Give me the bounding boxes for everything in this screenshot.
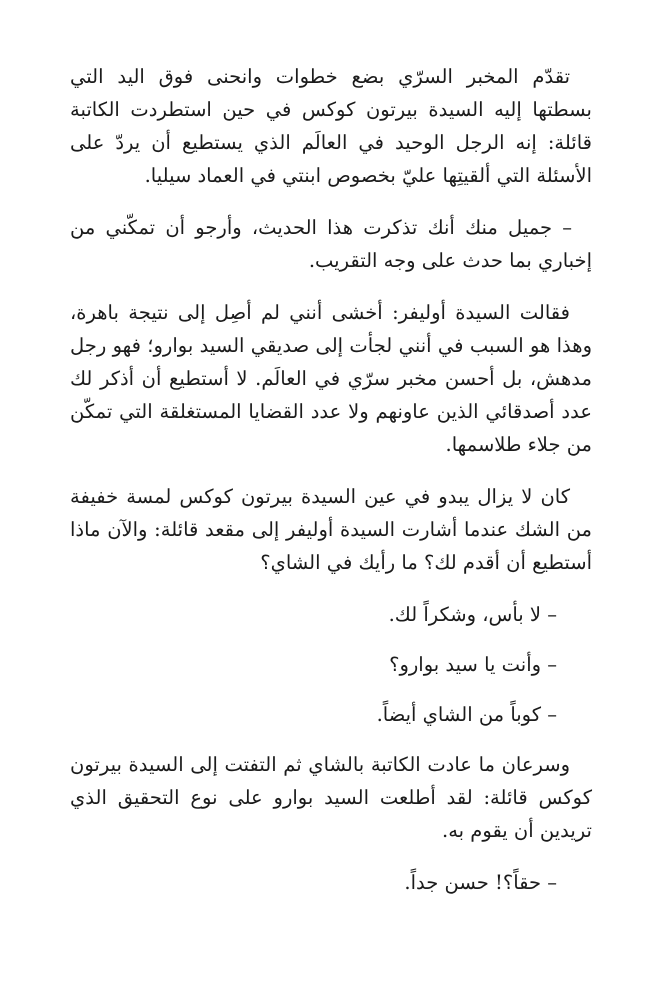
book-page xyxy=(70,60,592,916)
dialog-line: – لا بأس، وشكراً لك. xyxy=(388,603,557,626)
dialog-line: – حقاً؟! حسن جداً. xyxy=(404,871,557,894)
dialog-line: – جميل منك أنك تذكرت هذا الحديث، وأرجو أن تمكّني من إخباري بما حدث على وجه التقريب. xyxy=(70,216,592,272)
paragraph: فقالت السيدة أوليفر: أخشى أنني لم أصِل إلى نتيجة باهرة، وهذا هو السبب في أنني لجأت إلى صديقي السيد بوارو؛ فهو رجل مدهش، بل أحسن مخبر سرّي في العالَم. لا أستطيع أن أذكر لك عدد أصدقائي الذين عاونهم ولا عدد القضايا المستغلقة التي تمكّن من جلاء طلاسمها. xyxy=(70,301,592,456)
paragraph: تقدّم المخبر السرّي بضع خطوات وانحنى فوق اليد التي بسطتها إليه السيدة بيرتون كوكس في حين استطردت الكاتبة قائلة: إنه الرجل الوحيد في العالَم الذي يستطيع أن يردّ على الأسئلة التي ألقيتِها عليّ بخصوص ابنتي في العماد سيليا. xyxy=(70,65,592,187)
dialog-line: – وأنت يا سيد بوارو؟ xyxy=(389,653,557,676)
paragraph: كان لا يزال يبدو في عين السيدة بيرتون كوكس لمسة خفيفة من الشك عندما أشارت السيدة أوليفر إلى مقعد قائلة: والآن ماذا أستطيع أن أقدم لك؟ ما رأيك في الشاي؟ xyxy=(70,485,592,574)
dialog-line: – كوباً من الشاي أيضاً. xyxy=(376,703,557,726)
paragraph: وسرعان ما عادت الكاتبة بالشاي ثم التفتت إلى السيدة بيرتون كوكس قائلة: لقد أطلعت السيد بوارو على نوع التحقيق الذي تريدين أن يقوم به. xyxy=(70,753,592,842)
